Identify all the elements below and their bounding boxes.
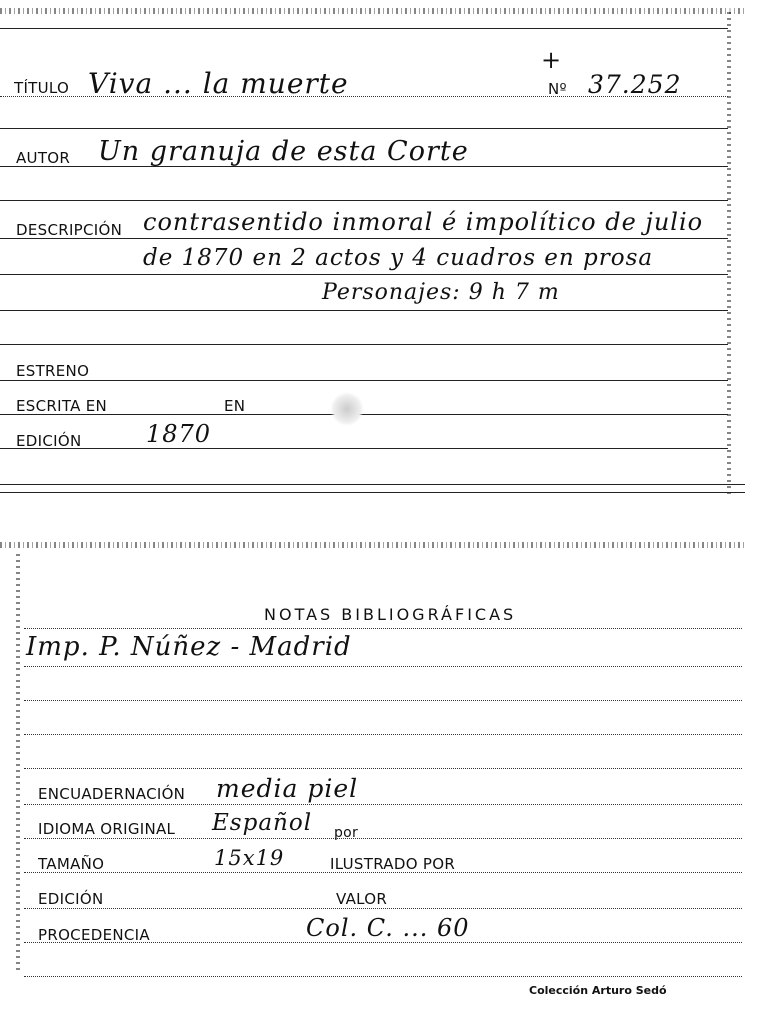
rule [24,734,742,735]
rule [0,200,728,201]
rule [0,484,745,485]
catalog-card-back [0,540,745,1010]
rule [0,28,728,29]
nota-line-1: Imp. P. Núñez - Madrid [26,632,352,662]
rule [0,448,728,449]
cross-mark: + [541,46,563,74]
edicion-label-2: EDICIÓN [38,890,104,908]
edicion-value: 1870 [146,420,212,448]
card-top-edge [0,542,745,548]
notas-heading: NOTAS BIBLIOGRÁFICAS [264,605,517,624]
rule [24,804,742,805]
idioma-value: Español [212,810,313,836]
procedencia-value: Col. C. ... 60 [306,914,470,942]
coleccion-stamp: Colección Arturo Sedó [529,984,667,997]
tamano-label: TAMAÑO [38,855,105,873]
autor-label: AUTOR [16,149,71,167]
rule [24,700,742,701]
en-label: EN [224,397,246,415]
catalog-card-front [0,8,745,494]
rule [0,128,728,129]
encuadernacion-label: ENCUADERNACIÓN [38,785,186,803]
valor-label: VALOR [336,890,388,908]
titulo-value: Viva ... la muerte [88,67,349,100]
rule [24,838,742,839]
titulo-label: TÍTULO [14,79,70,97]
rule [24,908,742,909]
rule [0,344,728,345]
paper-smudge [330,392,364,426]
numero-label: Nº [548,80,567,98]
estreno-label: ESTRENO [16,362,90,380]
tamano-value: 15x19 [214,846,285,870]
escrita-en-label: ESCRITA EN [16,397,108,415]
rule [24,976,742,977]
card-right-edge [727,8,731,494]
encuadernacion-value: media piel [216,774,359,803]
rule [0,380,728,381]
procedencia-label: PROCEDENCIA [38,926,150,944]
rule [24,628,742,629]
idioma-label: IDIOMA ORIGINAL [38,820,176,838]
autor-value: Un granuja de esta Corte [98,136,469,167]
card-top-edge [0,8,745,14]
descripcion-label: DESCRIPCIÓN [16,221,123,239]
rule [0,310,728,311]
descripcion-line-1: contrasentido inmoral é impolítico de julio [143,208,704,236]
rule [0,414,728,415]
por-label: por [334,825,359,841]
ilustrado-label: ILUSTRADO POR [330,855,456,873]
edicion-label: EDICIÓN [16,432,82,450]
numero-value: 37.252 [588,70,682,99]
descripcion-line-3: Personajes: 9 h 7 m [322,280,560,305]
rule [24,768,742,769]
rule [24,666,742,667]
rule [0,492,745,493]
rule [0,274,728,275]
card-right-edge [16,552,20,970]
descripcion-line-2: de 1870 en 2 actos y 4 cuadros en prosa [143,245,654,271]
